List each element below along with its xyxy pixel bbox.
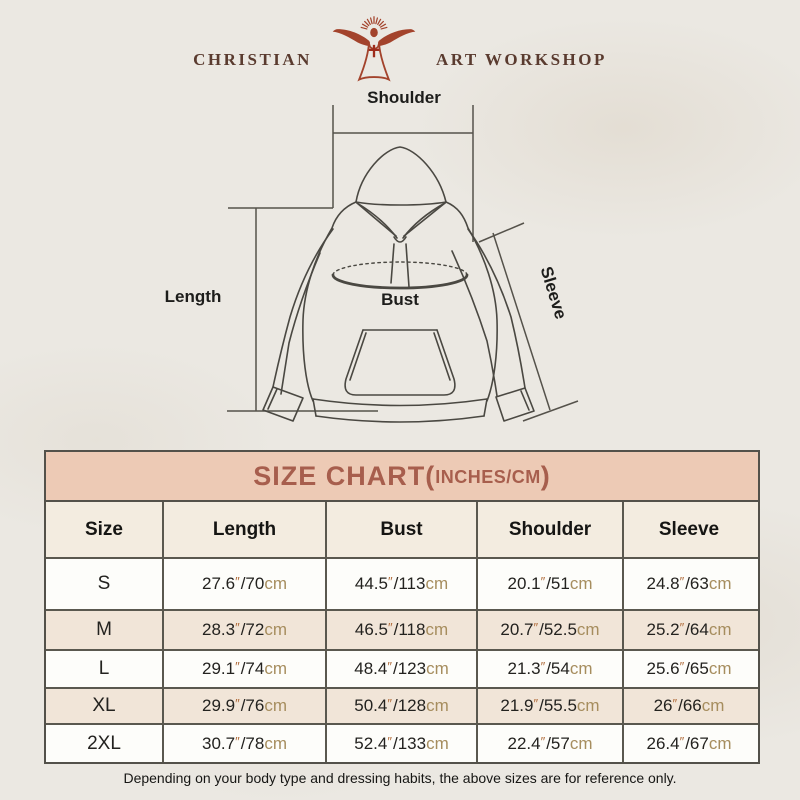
cell-size: M bbox=[46, 611, 164, 649]
diagram-label-sleeve: Sleeve bbox=[536, 264, 571, 322]
cell-length: 29.9″/76cm bbox=[164, 689, 327, 723]
column-header-length: Length bbox=[164, 502, 327, 557]
table-row bbox=[46, 611, 758, 651]
cell-shoulder: 20.1″/51cm bbox=[478, 559, 624, 609]
diagram-label-shoulder: Shoulder bbox=[367, 88, 441, 107]
brand-name-left: CHRISTIAN bbox=[193, 50, 312, 69]
cell-shoulder: 20.7″/52.5cm bbox=[478, 611, 624, 649]
column-header-shoulder: Shoulder bbox=[478, 502, 624, 557]
cell-size: S bbox=[46, 559, 164, 609]
cell-sleeve: 25.6″/65cm bbox=[646, 659, 732, 678]
column-header-sleeve: Sleeve bbox=[658, 518, 720, 540]
title-main: SIZE CHART( bbox=[253, 460, 436, 491]
cell-shoulder: 22.4″/57cm bbox=[478, 725, 624, 762]
diagram-label-length: Length bbox=[164, 287, 222, 306]
cell-bust: 52.4″/133cm bbox=[327, 725, 478, 762]
cell-length: 30.7″/78cm bbox=[164, 725, 327, 762]
cell-length: 29.1″/74cm bbox=[164, 651, 327, 687]
cell-sleeve: 24.8″/63cm bbox=[646, 574, 732, 593]
cell-bust: 46.5″/118cm bbox=[327, 611, 478, 649]
table-row bbox=[46, 689, 758, 725]
table-row bbox=[46, 725, 758, 762]
title-close: ) bbox=[540, 460, 551, 491]
cell-shoulder: 21.9″/55.5cm bbox=[478, 689, 624, 723]
title-units: INCHES/CM bbox=[435, 467, 541, 487]
cell-sleeve: 26.4″/67cm bbox=[646, 733, 732, 753]
cell-length: 28.3″/72cm bbox=[164, 611, 327, 649]
cell-sleeve: 25.2″/64cm bbox=[646, 620, 732, 639]
diagram-label-bust: Bust bbox=[381, 290, 419, 309]
cell-size: XL bbox=[46, 689, 164, 723]
cell-length: 27.6″/70cm bbox=[164, 559, 327, 609]
column-header-bust: Bust bbox=[327, 502, 478, 557]
jesus-figure-icon bbox=[322, 11, 426, 87]
cell-sleeve: 26″/66cm bbox=[653, 696, 725, 715]
size-chart-title bbox=[46, 452, 758, 502]
reference-note: Depending on your body type and dressing habits, the above sizes are for reference only. bbox=[123, 770, 677, 786]
table-header-row bbox=[46, 502, 758, 559]
brand-logo bbox=[0, 10, 800, 88]
cell-size: L bbox=[46, 651, 164, 687]
brand-name-right: ART WORKSHOP bbox=[435, 50, 607, 69]
table-row bbox=[46, 651, 758, 689]
cell-size: 2XL bbox=[46, 725, 164, 762]
column-header-size: Size bbox=[46, 502, 164, 557]
cell-shoulder: 21.3″/54cm bbox=[478, 651, 624, 687]
hoodie-line-art bbox=[0, 85, 800, 447]
table-row bbox=[46, 559, 758, 611]
cell-bust: 48.4″/123cm bbox=[327, 651, 478, 687]
size-chart-table bbox=[44, 450, 760, 764]
cell-bust: 44.5″/113cm bbox=[327, 559, 478, 609]
cell-bust: 50.4″/128cm bbox=[327, 689, 478, 723]
